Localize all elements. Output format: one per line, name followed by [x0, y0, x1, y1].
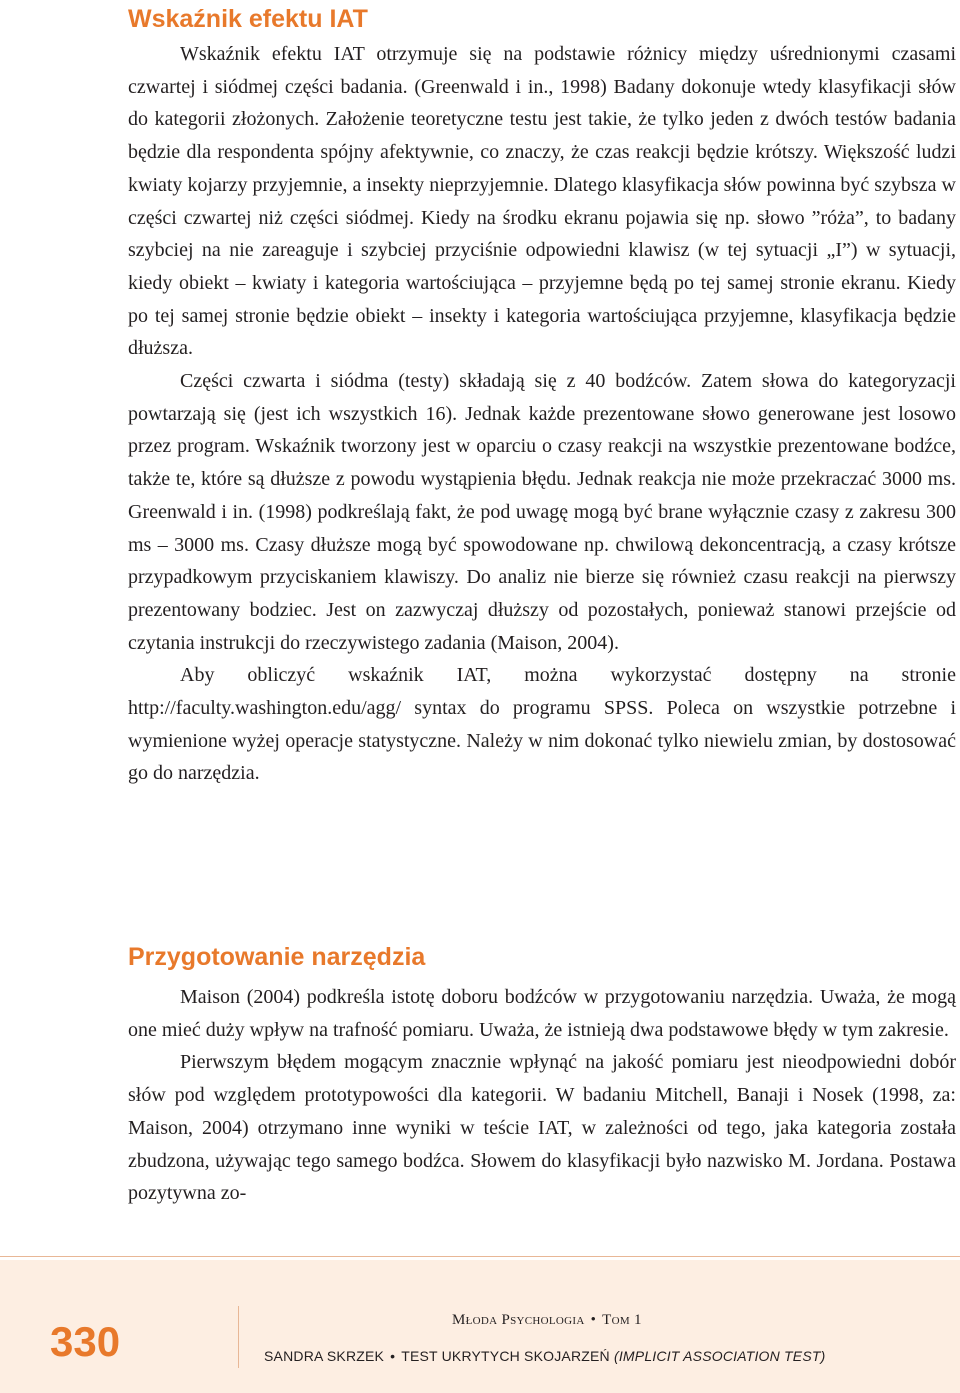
journal-name: Młoda Psychologia	[452, 1312, 585, 1328]
article-author: SANDRA SKRZEK	[264, 1348, 385, 1364]
article-title: TEST UKRYTYCH SKOJARZEŃ	[401, 1348, 610, 1364]
paragraph: Aby obliczyć wskaźnik IAT, można wykorzystać dostępny na stronie http://faculty.washington.edu/agg/ syntax do programu SPSS. Poleca on wszystkie potrzebne i wymienione wyżej operacje statystyczne. Należy w nim dokonać tylko niewielu zmian, by dostosować go do narzędzia.	[128, 664, 956, 785]
footer-separator: •	[390, 1348, 396, 1364]
section-heading-iat-effect: Wskaźnik efektu IAT	[128, 5, 368, 33]
article-subtitle: (IMPLICIT ASSOCIATION TEST)	[613, 1348, 826, 1364]
page-number: 330	[50, 1318, 121, 1365]
footer-journal-line	[452, 1310, 642, 1330]
section-body-iat-effect	[128, 38, 956, 790]
paragraph: Pierwszym błędem mogącym znacznie wpłynąć na jakość pomiaru jest nieodpowiedni dobór słów pod względem prototypowości dla kategorii. W badaniu Mitchell, Banaji i Nosek (1998, za: Maison, 2004) otrzymano inne wyniki w teście IAT, w zależności od tego, jaka kategoria została zbudzona, używając tego samego bodźca. Słowem do klasyfikacji było nazwisko M. Jordana. Postawa pozytywna zo-	[128, 1051, 956, 1205]
footer-article-line	[264, 1346, 826, 1366]
paragraph: Maison (2004) podkreśla istotę doboru bodźców w przygotowaniu narzędzia. Uważa, że mogą one mieć duży wpływ na trafność pomiaru. Uważa, że istnieją dwa podstawowe błędy w tym zakresie.	[128, 986, 956, 1041]
footer-divider	[238, 1306, 239, 1368]
paragraph: Części czwarta i siódma (testy) składają się z 40 bodźców. Zatem słowa do kategoryzacji powtarzają się (jest ich wszystkich 16). Jednak każde prezentowane słowo generowane jest losowo przez program. Wskaźnik tworzony jest w oparciu o czasy reakcji na wszystkie prezentowane bodźce, także te, które są dłuższe z powodu wystąpienia błędu. Jednak reakcja nie może przekraczać 3000 ms. Greenwald i in. (1998) podkreślają fakt, że pod uwagę mogą być brane wyłącznie czasy z zakresu 300 ms – 3000 ms. Czasy dłuższe mogą być spowodowane np. chwilową dekoncentracją, a czasy krótsze przypadkowym przyciskaniem klawiszy. Do analiz nie bierze się również czasu reakcji na pierwszy prezentowany bodziec. Jest on zazwyczaj dłuższy od pozostałych, ponieważ stanowi przejście od czytania instrukcji do rzeczywistego zadania (Maison, 2004).	[128, 370, 956, 654]
journal-volume: Tom 1	[602, 1312, 642, 1328]
footer-rule	[0, 1256, 960, 1257]
section-heading-tool-preparation: Przygotowanie narzędzia	[128, 943, 426, 971]
footer-separator: •	[590, 1312, 597, 1328]
paragraph: Wskaźnik efektu IAT otrzymuje się na podstawie różnicy między uśrednionymi czasami czwartej i siódmej części badania. (Greenwald i in., 1998) Badany dokonuje wtedy klasyfikacji słów do kategorii złożonych. Założenie teoretyczne testu jest takie, że tylko jeden z dwóch testów badania będzie dla respondenta spójny afektywnie, co znaczy, że czas reakcji będzie krótszy. Większość ludzi kwiaty kojarzy przyjemnie, a insekty nieprzyjemnie. Dlatego klasyfikacja słów powinna być szybsza w części czwartej niż części siódmej. Kiedy na środku ekranu pojawia się np. słowo ”róża”, to badany szybciej na nie zareaguje i szybciej przyciśnie odpowiedni klawisz (w tej sytuacji „I”) w sytuacji, kiedy obiekt – kwiaty i kategoria wartościująca – przyjemne będą po tej samej stronie ekranu. Kiedy po tej samej stronie będzie obiekt – insekty i kategoria wartościująca przyjemne, klasyfikacja będzie dłuższa.	[128, 43, 956, 360]
section-body-tool-preparation	[128, 981, 956, 1210]
